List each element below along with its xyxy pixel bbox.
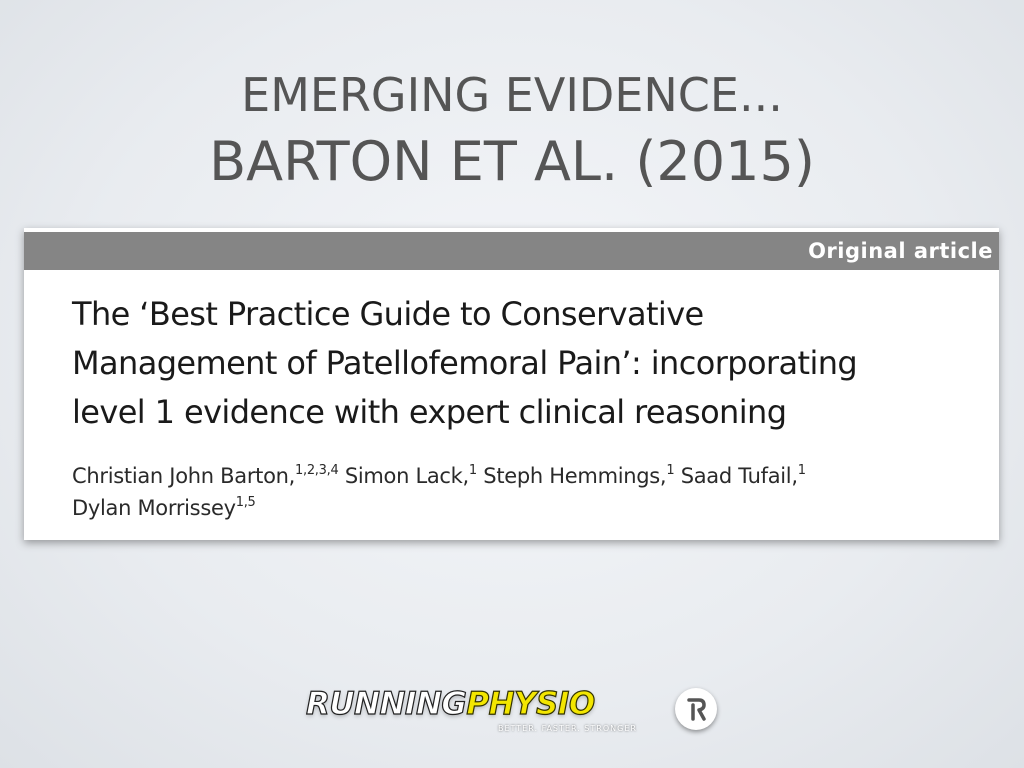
article-authors	[72, 460, 972, 524]
article-title-line: level 1 evidence with expert clinical reasoning	[72, 393, 787, 431]
article-title-line: Management of Patellofemoral Pain’: incorporating	[72, 344, 858, 382]
author	[72, 464, 338, 488]
author-name: Saad Tufail,	[680, 464, 798, 488]
running-physio-logo	[300, 686, 730, 746]
slide-title-line1: EMERGING EVIDENCE...	[241, 68, 783, 122]
author	[681, 464, 806, 488]
slide-title-line2: BARTON ET AL. (2015)	[209, 130, 815, 193]
author	[483, 464, 674, 488]
article-screenshot	[24, 228, 999, 540]
logo-wordmark-physio: PHYSIO	[466, 686, 595, 722]
logo-tagline: BETTER. FASTER. STRONGER	[498, 724, 637, 733]
author	[345, 464, 477, 488]
author-name: Simon Lack,	[344, 464, 469, 488]
article-title-line: The ‘Best Practice Guide to Conservative	[72, 295, 704, 333]
author-affiliations: 1,2,3,4	[295, 463, 339, 478]
author-name: Steph Hemmings,	[483, 464, 667, 488]
logo-wordmark-running: RUNNING	[306, 686, 467, 722]
author-affiliations: 1,5	[235, 495, 256, 510]
article-title	[72, 290, 982, 437]
logo-wordmark	[306, 686, 595, 722]
author-name: Dylan Morrissey	[72, 496, 236, 520]
author-affiliations: 1	[468, 463, 477, 478]
article-type-label: Original article	[808, 239, 993, 263]
article-header-bar	[24, 232, 999, 270]
author	[72, 496, 256, 520]
author-affiliations: 1	[797, 463, 806, 478]
author-affiliations: 1	[666, 463, 675, 478]
author-name: Christian John Barton,	[72, 464, 296, 488]
runner-r-icon	[675, 688, 717, 730]
